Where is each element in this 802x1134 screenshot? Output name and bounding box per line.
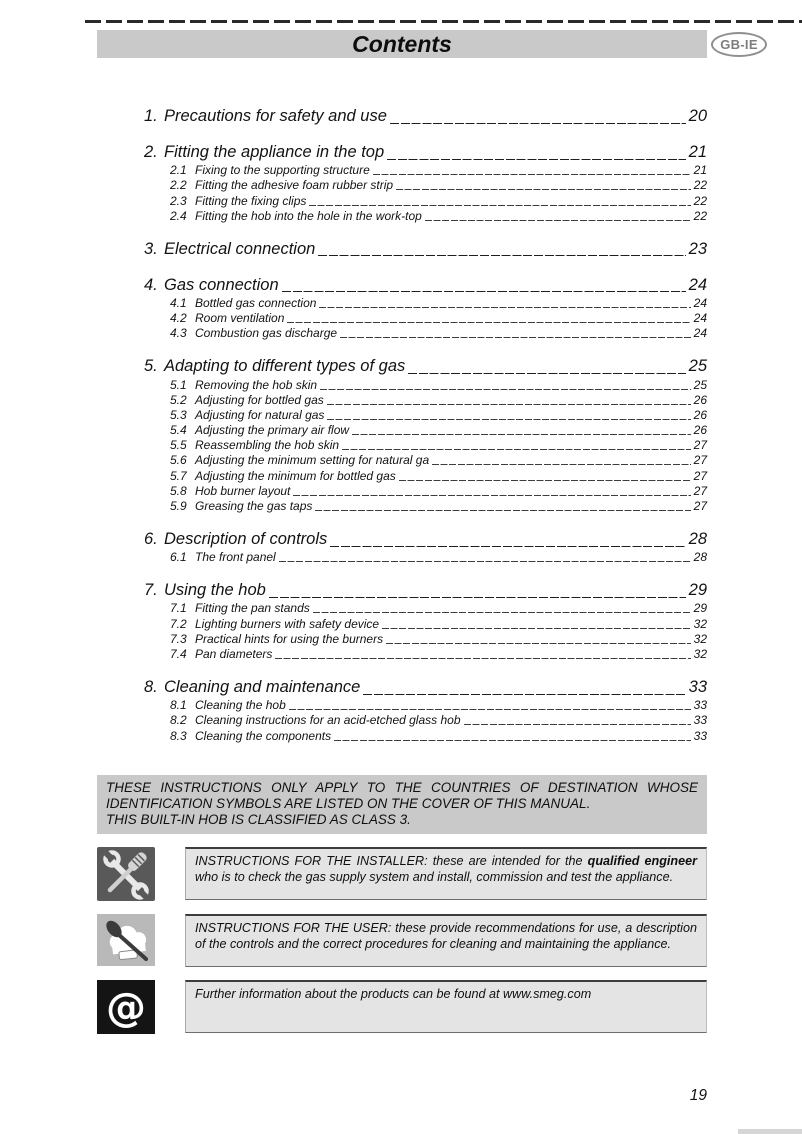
subsection-page-number: 26 bbox=[693, 392, 707, 407]
leader-line bbox=[432, 459, 691, 465]
subsection-page-number: 25 bbox=[693, 377, 707, 392]
toc-sub-entry bbox=[97, 325, 707, 340]
subsection-page-number: 24 bbox=[693, 326, 707, 341]
info-row bbox=[97, 847, 707, 901]
subsection-title: Room ventilation bbox=[195, 311, 285, 326]
subsection-page-number: 27 bbox=[693, 483, 707, 498]
info-row bbox=[97, 914, 707, 967]
leader-line bbox=[320, 384, 691, 390]
leader-line bbox=[327, 399, 691, 405]
subsection-number: 8.2 bbox=[170, 713, 187, 728]
subsection-title: Practical hints for using the burners bbox=[195, 631, 384, 646]
info-text-box bbox=[185, 980, 707, 1033]
leader-line bbox=[330, 541, 685, 547]
scan-artifact-line bbox=[85, 20, 802, 23]
section-number: 6. bbox=[144, 530, 158, 548]
leader-line bbox=[396, 184, 691, 190]
section-page-number: 20 bbox=[688, 107, 707, 125]
leader-line bbox=[282, 287, 686, 293]
leader-line bbox=[287, 317, 690, 323]
leader-line bbox=[363, 689, 685, 695]
toc-sub-entry bbox=[97, 295, 707, 310]
tools-icon bbox=[97, 847, 155, 901]
leader-line bbox=[269, 592, 686, 598]
leader-line bbox=[319, 302, 690, 308]
info-text-part: Further information about the products can be found at www.smeg.com bbox=[195, 987, 592, 1001]
subsection-title: Pan diameters bbox=[195, 646, 273, 661]
subsection-number: 2.2 bbox=[170, 178, 187, 193]
subsection-number: 8.3 bbox=[170, 728, 187, 743]
section-title: Fitting the appliance in the top bbox=[164, 143, 385, 161]
leader-line bbox=[315, 505, 690, 511]
subsection-page-number: 32 bbox=[693, 646, 707, 661]
toc-sub-entry bbox=[97, 422, 707, 437]
subsection-title: Adjusting the minimum setting for natural ga bbox=[195, 453, 430, 468]
section-page-number: 24 bbox=[688, 275, 707, 294]
info-blocks bbox=[97, 847, 707, 1047]
subsection-title: Cleaning instructions for an acid-etched glass hob bbox=[195, 713, 461, 728]
toc-sub-entry bbox=[97, 600, 707, 615]
section-number: 8. bbox=[144, 677, 158, 696]
leader-line bbox=[373, 169, 691, 175]
subsection-page-number: 28 bbox=[693, 550, 707, 565]
info-text-part: INSTRUCTIONS FOR THE INSTALLER: these are intended for the bbox=[195, 854, 588, 868]
section-number: 2. bbox=[144, 143, 158, 161]
toc-sub-entry bbox=[97, 549, 707, 564]
subsection-number: 5.9 bbox=[170, 499, 187, 513]
toc-section bbox=[97, 273, 707, 341]
subsection-title: Fitting the hob into the hole in the work-top bbox=[195, 208, 422, 223]
subsection-number: 2.1 bbox=[170, 163, 187, 178]
subsection-number: 5.2 bbox=[170, 392, 187, 407]
info-text-box bbox=[185, 914, 707, 967]
leader-line bbox=[342, 444, 691, 450]
subsection-title: Bottled gas connection bbox=[195, 295, 317, 310]
info-text-box bbox=[185, 847, 707, 900]
section-title: Description of controls bbox=[164, 530, 328, 548]
toc-main-entry bbox=[97, 354, 707, 376]
scan-artifact-corner bbox=[738, 1129, 802, 1134]
toc-section bbox=[97, 237, 707, 259]
toc-main-entry bbox=[97, 140, 707, 162]
toc-sub-entry bbox=[97, 310, 707, 325]
subsection-page-number: 26 bbox=[693, 423, 707, 438]
subsection-title: Adjusting for natural gas bbox=[195, 407, 325, 422]
leader-line bbox=[289, 704, 691, 710]
subsection-page-number: 22 bbox=[693, 178, 707, 193]
leader-line bbox=[334, 735, 691, 741]
toc-sub-entry bbox=[97, 452, 707, 467]
section-title: Gas connection bbox=[164, 275, 279, 294]
leader-line bbox=[386, 638, 691, 644]
subsection-page-number: 27 bbox=[693, 438, 707, 453]
toc-sub-entry bbox=[97, 727, 707, 742]
leader-line bbox=[399, 475, 691, 481]
subsection-number: 2.4 bbox=[170, 208, 187, 223]
destination-notice bbox=[97, 775, 707, 834]
info-row bbox=[97, 980, 707, 1034]
toc-sub-entry bbox=[97, 162, 707, 177]
subsection-number: 4.2 bbox=[170, 311, 187, 326]
svg-text:@: @ bbox=[106, 985, 146, 1031]
toc-sub-entry bbox=[97, 192, 707, 207]
toc-sub-entry bbox=[97, 407, 707, 422]
subsection-title: Adjusting the primary air flow bbox=[195, 423, 350, 438]
subsection-title: Combustion gas discharge bbox=[195, 326, 338, 341]
toc-sub-entry bbox=[97, 498, 707, 513]
notice-paragraph: THESE INSTRUCTIONS ONLY APPLY TO THE COUNTRIES OF DESTINATION WHOSE IDENTIFICATION SYMBOLS ARE LISTED ON THE COVER OF THIS MANUAL. bbox=[106, 780, 698, 812]
subsection-number: 2.3 bbox=[170, 193, 187, 208]
toc-section bbox=[97, 140, 707, 223]
subsection-title: Fixing to the supporting structure bbox=[195, 163, 370, 178]
subsection-number: 8.1 bbox=[170, 698, 187, 713]
toc-section bbox=[97, 354, 707, 513]
leader-line bbox=[382, 623, 691, 629]
subsection-title: Adjusting for bottled gas bbox=[195, 392, 324, 407]
toc-main-entry bbox=[97, 273, 707, 295]
subsection-title: Removing the hob skin bbox=[195, 377, 318, 392]
subsection-number: 5.3 bbox=[170, 407, 187, 422]
leader-line bbox=[318, 251, 685, 257]
section-page-number: 23 bbox=[688, 239, 707, 258]
toc-section bbox=[97, 527, 707, 564]
subsection-number: 5.7 bbox=[170, 468, 187, 483]
subsection-title: Hob burner layout bbox=[195, 483, 291, 498]
subsection-number: 6.1 bbox=[170, 550, 187, 565]
footer-page-number: 19 bbox=[689, 1087, 707, 1104]
section-page-number: 28 bbox=[688, 530, 707, 548]
section-page-number: 33 bbox=[688, 677, 707, 696]
toc-main-entry bbox=[97, 675, 707, 697]
toc bbox=[97, 104, 707, 757]
header-bar bbox=[97, 30, 707, 58]
subsection-title: Fitting the adhesive foam rubber strip bbox=[195, 178, 394, 193]
subsection-number: 5.8 bbox=[170, 483, 187, 498]
toc-sub-entry bbox=[97, 392, 707, 407]
toc-section bbox=[97, 675, 707, 743]
leader-line bbox=[352, 429, 691, 435]
toc-sub-entry bbox=[97, 208, 707, 223]
subsection-number: 7.4 bbox=[170, 646, 187, 661]
toc-main-entry bbox=[97, 237, 707, 259]
section-page-number: 29 bbox=[688, 581, 707, 600]
section-page-number: 25 bbox=[688, 357, 707, 376]
page-title: Contents bbox=[352, 31, 452, 57]
subsection-title: Adjusting the minimum for bottled gas bbox=[195, 468, 396, 483]
subsection-number: 7.3 bbox=[170, 631, 187, 646]
region-badge: GB-IE bbox=[711, 32, 767, 57]
subsection-page-number: 21 bbox=[693, 163, 707, 178]
toc-sub-entry bbox=[97, 376, 707, 391]
subsection-title: Reassembling the hob skin bbox=[195, 438, 340, 453]
leader-line bbox=[275, 653, 690, 659]
leader-line bbox=[390, 118, 686, 124]
subsection-page-number: 33 bbox=[693, 713, 707, 728]
section-number: 4. bbox=[144, 275, 158, 294]
subsection-number: 7.1 bbox=[170, 601, 187, 616]
leader-line bbox=[387, 154, 685, 160]
at-icon bbox=[97, 980, 155, 1034]
subsection-title: Fitting the fixing clips bbox=[195, 193, 307, 208]
subsection-page-number: 24 bbox=[693, 311, 707, 326]
section-title: Adapting to different types of gas bbox=[164, 357, 406, 376]
subsection-page-number: 22 bbox=[693, 208, 707, 223]
subsection-title: The front panel bbox=[195, 550, 276, 565]
toc-sub-entry bbox=[97, 177, 707, 192]
toc-sub-entry bbox=[97, 631, 707, 646]
leader-line bbox=[464, 719, 691, 725]
subsection-number: 5.6 bbox=[170, 453, 187, 468]
subsection-page-number: 32 bbox=[693, 616, 707, 631]
subsection-page-number: 26 bbox=[693, 407, 707, 422]
toc-sub-entry bbox=[97, 697, 707, 712]
subsection-title: Cleaning the components bbox=[195, 728, 332, 743]
section-title: Electrical connection bbox=[164, 239, 316, 258]
subsection-page-number: 32 bbox=[693, 631, 707, 646]
toc-main-entry bbox=[97, 527, 707, 549]
toc-sub-entry bbox=[97, 483, 707, 498]
subsection-page-number: 27 bbox=[693, 468, 707, 483]
section-number: 1. bbox=[144, 107, 158, 125]
toc-main-entry bbox=[97, 104, 707, 126]
leader-line bbox=[313, 607, 691, 613]
subsection-number: 5.1 bbox=[170, 377, 187, 392]
leader-line bbox=[327, 414, 690, 420]
subsection-number: 4.1 bbox=[170, 295, 187, 310]
info-text-part: who is to check the gas supply system and install, commission and test the appliance. bbox=[195, 869, 674, 884]
toc-section bbox=[97, 104, 707, 126]
toc-sub-entry bbox=[97, 646, 707, 661]
subsection-page-number: 27 bbox=[693, 453, 707, 468]
subsection-number: 4.3 bbox=[170, 326, 187, 341]
subsection-title: Greasing the gas taps bbox=[195, 499, 313, 513]
subsection-title: Fitting the pan stands bbox=[195, 601, 310, 616]
subsection-page-number: 24 bbox=[693, 295, 707, 310]
subsection-page-number: 22 bbox=[693, 193, 707, 208]
subsection-page-number: 33 bbox=[693, 728, 707, 743]
leader-line bbox=[408, 368, 685, 374]
toc-sub-entry bbox=[97, 615, 707, 630]
leader-line bbox=[309, 200, 690, 206]
section-title: Precautions for safety and use bbox=[164, 107, 387, 125]
leader-line bbox=[425, 215, 691, 221]
info-text-part: qualified engineer bbox=[587, 854, 697, 868]
toc-main-entry bbox=[97, 578, 707, 600]
section-number: 3. bbox=[144, 239, 158, 258]
toc-sub-entry bbox=[97, 437, 707, 452]
notice-paragraph: THIS BUILT-IN HOB IS CLASSIFIED AS CLASS 3. bbox=[106, 812, 411, 828]
info-text-part: INSTRUCTIONS FOR THE USER: these provide recommendations for use, a description of the controls and the correct procedures for cleaning and maintaining the appliance. bbox=[195, 921, 697, 951]
subsection-page-number: 27 bbox=[693, 499, 707, 513]
leader-line bbox=[340, 332, 691, 338]
chef-hat-spoon-icon bbox=[97, 914, 155, 966]
toc-sub-entry bbox=[97, 467, 707, 482]
section-number: 7. bbox=[144, 581, 158, 600]
subsection-page-number: 33 bbox=[693, 698, 707, 713]
toc-sub-entry bbox=[97, 712, 707, 727]
subsection-page-number: 29 bbox=[693, 601, 707, 616]
leader-line bbox=[279, 556, 691, 562]
leader-line bbox=[293, 490, 690, 496]
subsection-title: Lighting burners with safety device bbox=[195, 616, 380, 631]
section-number: 5. bbox=[144, 357, 158, 376]
subsection-number: 5.5 bbox=[170, 438, 187, 453]
section-title: Using the hob bbox=[164, 581, 266, 600]
subsection-number: 5.4 bbox=[170, 423, 187, 438]
subsection-title: Cleaning the hob bbox=[195, 698, 286, 713]
section-page-number: 21 bbox=[688, 143, 707, 161]
section-title: Cleaning and maintenance bbox=[164, 677, 361, 696]
toc-section bbox=[97, 578, 707, 661]
subsection-number: 7.2 bbox=[170, 616, 187, 631]
